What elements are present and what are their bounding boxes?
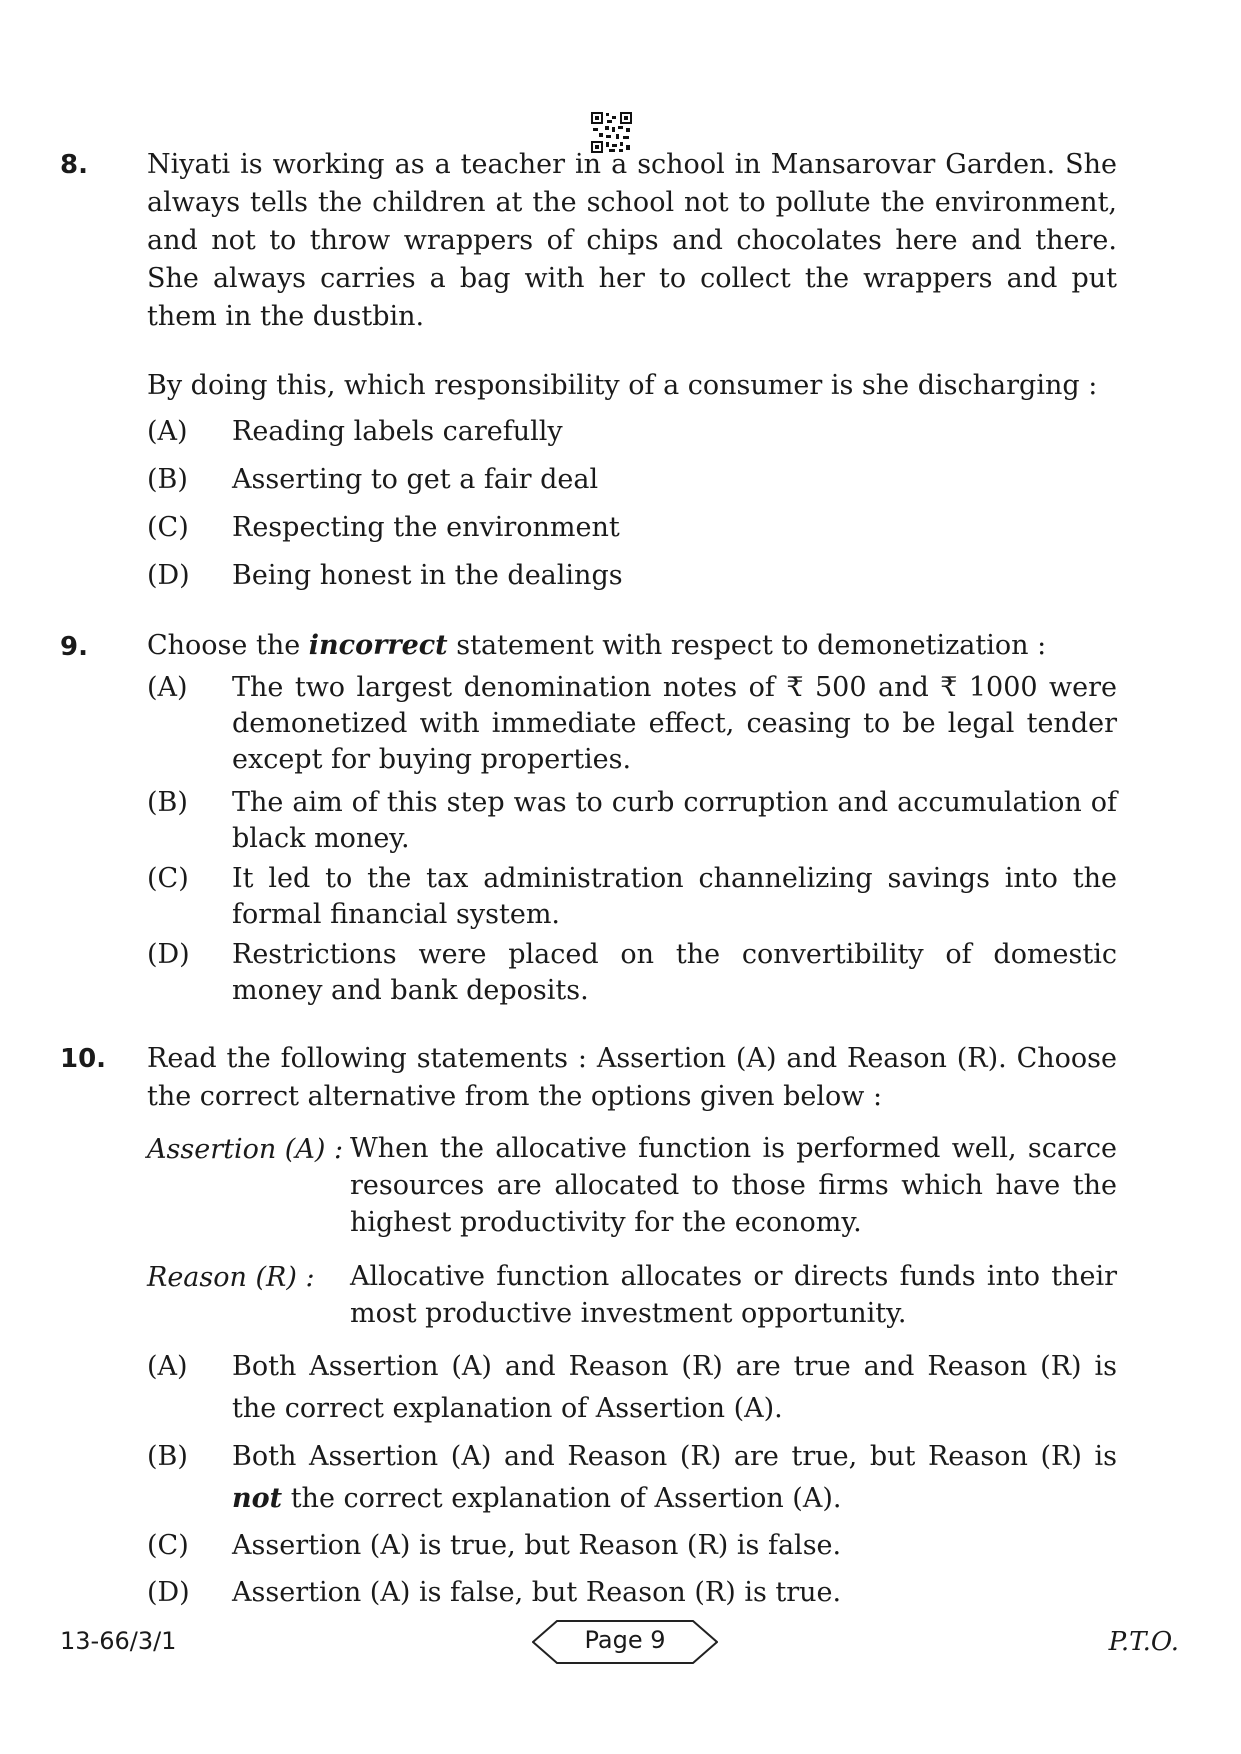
option-text: The aim of this step was to curb corruption and accumulation of black money.	[232, 787, 1117, 854]
option-label: (B)	[147, 464, 188, 495]
paper-code: 13-66/3/1	[60, 1627, 177, 1655]
option-label: (D)	[147, 1577, 190, 1608]
option-text: Assertion (A) is false, but Reason (R) is true.	[232, 1577, 842, 1608]
question-number: 8.	[60, 150, 88, 180]
option-label: (A)	[147, 416, 188, 447]
question-prompt: By doing this, which responsibility of a consumer is she discharging :	[147, 370, 1098, 401]
option-label: (C)	[147, 863, 189, 894]
page-number-badge	[532, 1618, 718, 1666]
assertion-text: When the allocative function is performed well, scarce resources are allocated to those firms which have the highest productivity for the economy.	[350, 1133, 1117, 1238]
option-label: (B)	[147, 1441, 188, 1472]
reason-text: Allocative function allocates or directs funds into their most productive investment opportunity.	[350, 1261, 1117, 1329]
page-number: Page 9	[584, 1626, 666, 1654]
option-label: (A)	[147, 1351, 188, 1382]
reason-label: Reason (R) :	[147, 1262, 315, 1293]
option-text: Restrictions were placed on the convertibility of domestic money and bank deposits.	[232, 939, 1117, 1006]
stem-text: statement with respect to demonetization :	[447, 630, 1047, 661]
option-label: (D)	[147, 560, 190, 591]
option-text-part: the correct explanation of Assertion (A).	[282, 1483, 842, 1514]
option-text-part: Both Assertion (A) and Reason (R) are true, but Reason (R) is	[232, 1441, 1117, 1472]
option-label: (B)	[147, 787, 188, 818]
option-text-emphasis: not	[232, 1483, 283, 1514]
option-label: (C)	[147, 512, 189, 543]
stem-text: Choose the	[147, 630, 309, 661]
option-text: Assertion (A) is true, but Reason (R) is false.	[232, 1530, 842, 1561]
option-text: Being honest in the dealings	[232, 560, 623, 591]
option-text: Respecting the environment	[232, 512, 620, 543]
please-turn-over: P.T.O.	[1108, 1627, 1179, 1657]
question-stem: Read the following statements : Assertion (A) and Reason (R). Choose the correct alternative from the options given below :	[147, 1043, 1117, 1112]
stem-emphasis: incorrect	[308, 630, 448, 661]
option-text: It led to the tax administration channelizing savings into the formal financial system.	[232, 863, 1117, 930]
question-stem-text: Niyati is working as a teacher in a school in Mansarovar Garden. She always tells the children at the school not to pollute the environment, and not to throw wrappers of chips and chocolates here and there. She always carries a bag with her to collect the wrappers and put them in the dustbin.	[147, 149, 1117, 332]
question-stem	[147, 146, 1117, 336]
question-number: 9.	[60, 632, 88, 662]
option-text	[232, 1436, 1117, 1520]
question-number: 10.	[60, 1044, 107, 1074]
option-label: (A)	[147, 672, 188, 703]
option-label: (D)	[147, 939, 190, 970]
option-text: Asserting to get a fair deal	[232, 464, 599, 495]
option-text: Reading labels carefully	[232, 416, 563, 447]
option-label: (C)	[147, 1530, 189, 1561]
question-stem	[147, 627, 1117, 665]
assertion-label: Assertion (A) :	[147, 1134, 344, 1165]
option-text: The two largest denomination notes of ₹ 500 and ₹ 1000 were demonetized with immediate effect, ceasing to be legal tender except for buying properties.	[232, 672, 1117, 775]
option-text: Both Assertion (A) and Reason (R) are true and Reason (R) is the correct explanation of Assertion (A).	[232, 1351, 1117, 1424]
